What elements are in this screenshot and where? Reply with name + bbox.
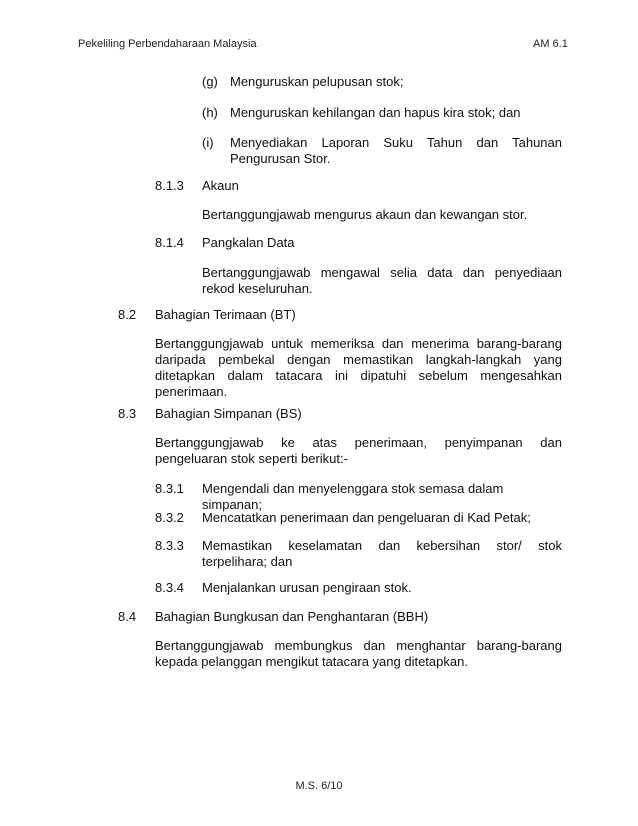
section-8-1-4-body: Bertanggungjawab mengawal selia data dan penyediaan rekod keseluruhan.: [202, 265, 562, 296]
section-8-1-3-body: Bertanggungjawab mengurus akaun dan kewangan stor.: [202, 207, 528, 222]
section-8-2-number: 8.2: [118, 307, 137, 322]
section-8-2-body: Bertanggungjawab untuk memeriksa dan menerima barang-barang daripada pembekal dengan memastikan langkah-langkah yang ditetapkan dalam tatacara ini dipatuhi sebelum mengesahkan penerimaan.: [155, 336, 562, 399]
section-8-3-3-text: Memastikan keselamatan dan kebersihan stor/ stok terpelihara; dan: [202, 538, 562, 569]
section-8-3-number: 8.3: [118, 406, 137, 421]
section-8-1-3-title: Akaun: [202, 178, 239, 193]
item-g-label: (g): [202, 74, 218, 89]
section-8-1-4-number: 8.1.4: [155, 235, 184, 250]
page-number: M.S. 6/10: [295, 780, 343, 792]
item-g-text: Menguruskan pelupusan stok;: [230, 74, 404, 89]
section-8-3-2-text: Mencatatkan penerimaan dan pengeluaran di Kad Petak;: [202, 510, 531, 525]
section-8-2-title: Bahagian Terimaan (BT): [155, 307, 296, 322]
item-i-label: (i): [202, 135, 214, 150]
section-8-1-4-title: Pangkalan Data: [202, 235, 295, 250]
section-8-3-2-number: 8.3.2: [155, 510, 184, 525]
section-8-1-3-number: 8.1.3: [155, 178, 184, 193]
section-8-3-1-number: 8.3.1: [155, 481, 184, 496]
section-8-4-number: 8.4: [118, 609, 137, 624]
section-8-3-4-number: 8.3.4: [155, 580, 184, 595]
item-h-label: (h): [202, 105, 218, 120]
section-8-3-title: Bahagian Simpanan (BS): [155, 406, 302, 421]
section-8-3-4-text: Menjalankan urusan pengiraan stok.: [202, 580, 412, 595]
section-8-4-title: Bahagian Bungkusan dan Penghantaran (BBH): [155, 609, 429, 624]
section-8-3-3-number: 8.3.3: [155, 538, 184, 553]
item-i-text: Menyediakan Laporan Suku Tahun dan Tahunan Pengurusan Stor.: [230, 135, 562, 166]
section-8-3-body: Bertanggungjawab ke atas penerimaan, penyimpanan dan pengeluaran stok seperti berikut:-: [155, 435, 562, 466]
section-8-4-body: Bertanggungjawab membungkus dan menghantar barang-barang kepada pelanggan mengikut tatacara yang ditetapkan.: [155, 638, 562, 669]
item-h-text: Menguruskan kehilangan dan hapus kira stok; dan: [230, 105, 521, 120]
header-title: Pekeliling Perbendaharaan Malaysia: [78, 38, 257, 50]
section-8-3-1-text: Mengendali dan menyelenggara stok semasa dalam simpanan;: [202, 481, 504, 512]
header-doc-code: AM 6.1: [533, 38, 568, 50]
